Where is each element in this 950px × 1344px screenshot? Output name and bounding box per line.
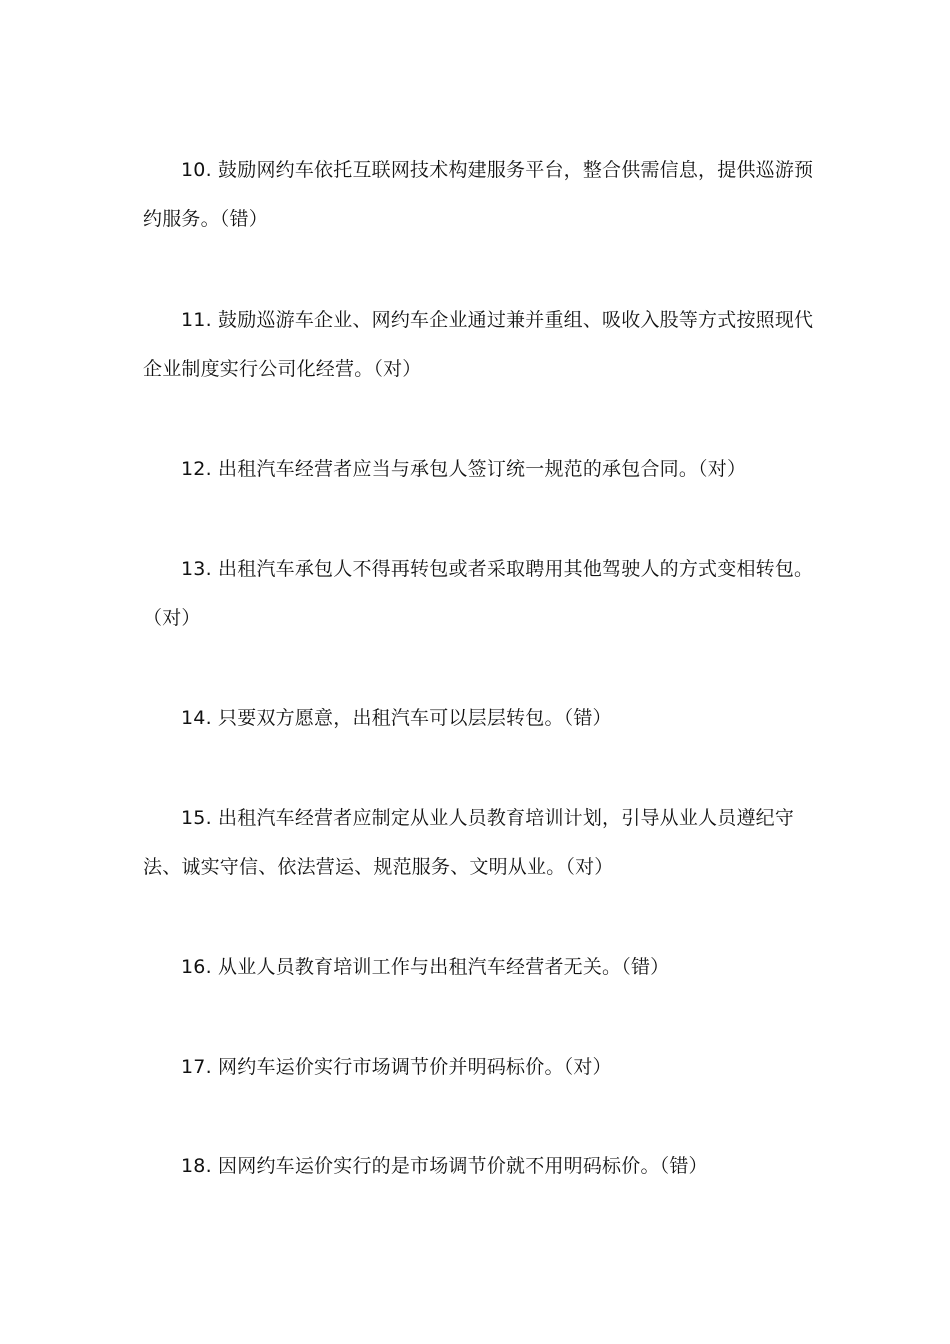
question-16: 16. 从业人员教育培训工作与出租汽车经营者无关。（错） [181, 956, 670, 978]
question-13: 13. 出租汽车承包人不得再转包或者采取聘用其他驾驶人的方式变相转包。（对） [143, 558, 814, 629]
question-15: 15. 出租汽车经营者应制定从业人员教育培训计划，引导从业人员遵纪守法、诚实守信、依法营运、规范服务、文明从业。（对） [143, 807, 795, 878]
question-12: 12. 出租汽车经营者应当与承包人签订统一规范的承包合同。（对） [181, 458, 747, 480]
question-14: 14. 只要双方愿意，出租汽车可以层层转包。（错） [181, 707, 612, 729]
question-18: 18. 因网约车运价实行的是市场调节价就不用明码标价。（错） [181, 1155, 708, 1177]
question-11: 11. 鼓励巡游车企业、网约车企业通过兼并重组、吸收入股等方式按照现代企业制度实行公司化经营。（对） [143, 309, 814, 380]
question-10: 10. 鼓励网约车依托互联网技术构建服务平台，整合供需信息，提供巡游预约服务。（错） [143, 159, 814, 230]
question-17: 17. 网约车运价实行市场调节价并明码标价。（对） [181, 1056, 612, 1078]
